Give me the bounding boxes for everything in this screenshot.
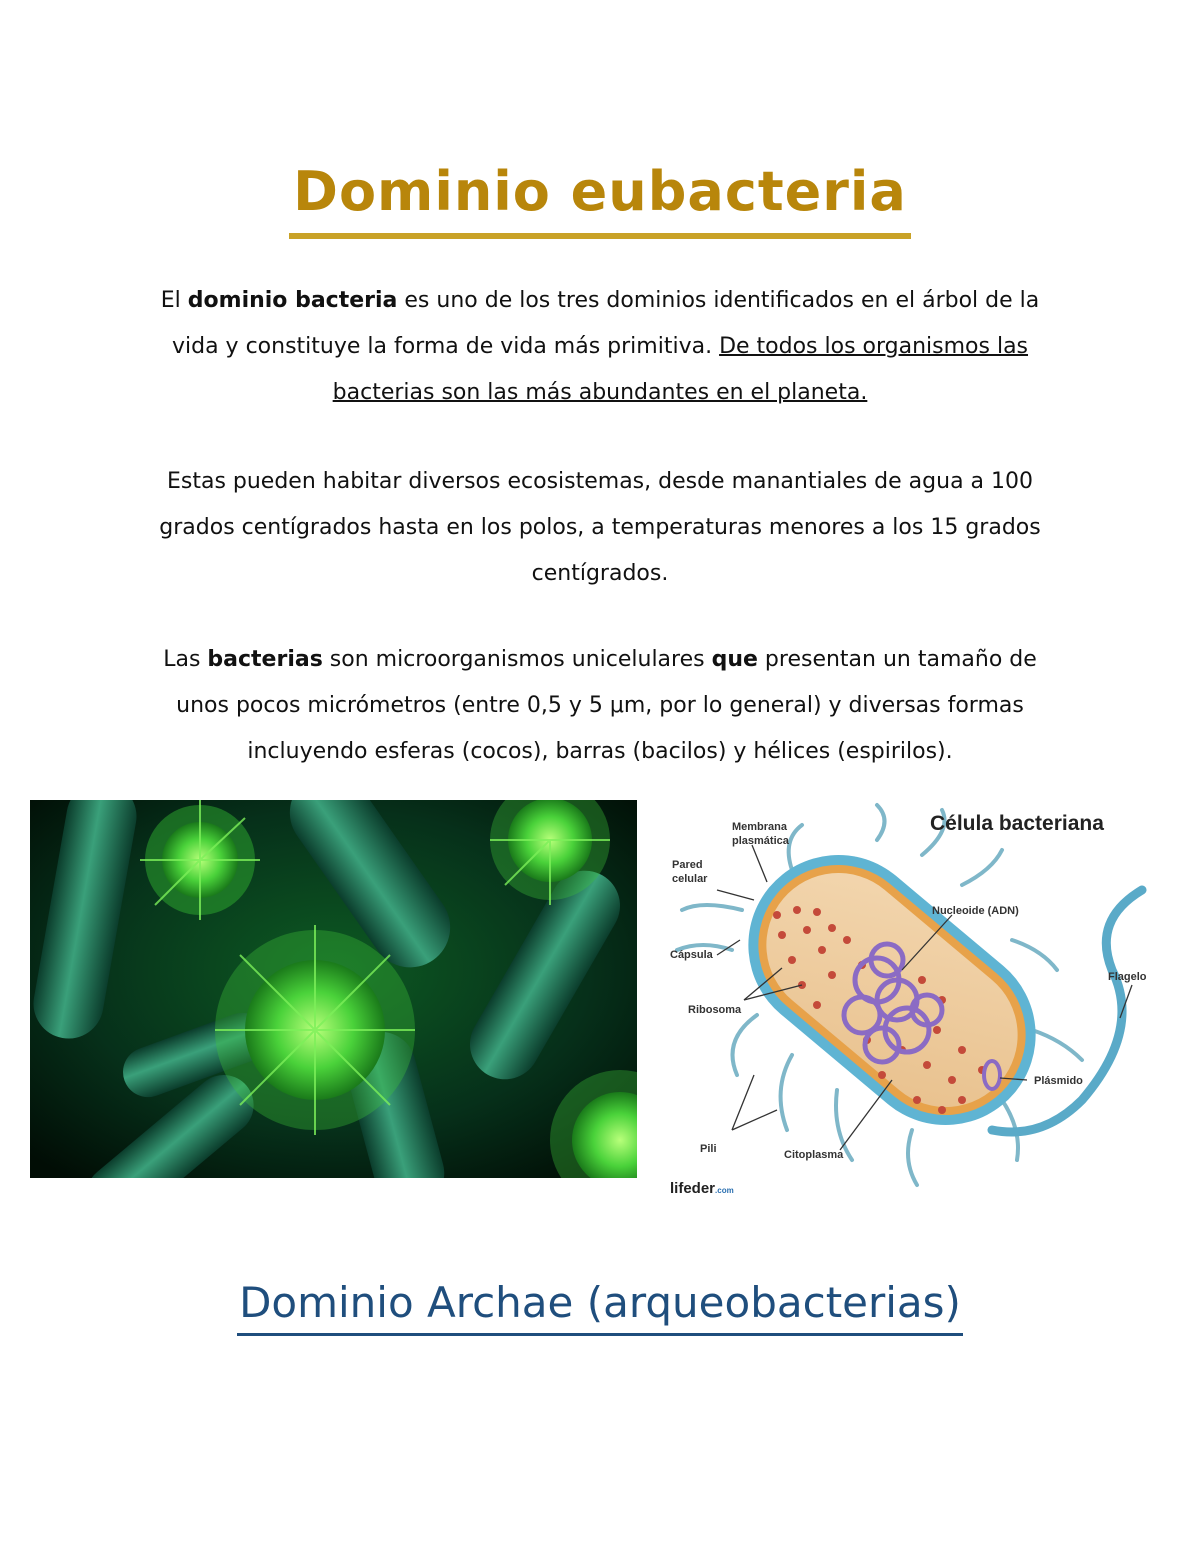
label-membrana-line2: plasmática (732, 835, 789, 847)
logo-suffix: .com (715, 1186, 734, 1195)
label-membrana-line1: Membrana (732, 821, 788, 833)
label-capsula: Cápsula (670, 949, 713, 961)
bacterial-cell-diagram (662, 800, 1172, 1220)
bacteria-photo (30, 800, 637, 1178)
bacteria-illustration (30, 800, 637, 1178)
section-title-archae (0, 1278, 1200, 1336)
label-pared-line2: celular (672, 873, 708, 885)
label-pili: Pili (700, 1143, 717, 1155)
label-nucleoide: Nucleoide (ADN) (932, 905, 1019, 917)
p3-text-c: son microorganismos unicelulares (322, 647, 712, 672)
section-title-text: Dominio Archae (arqueobacterias) (237, 1278, 963, 1336)
lifeder-logo (670, 1180, 734, 1197)
label-pared (672, 858, 707, 886)
p3-bold-que: que (711, 647, 758, 672)
diagram-title: Célula bacteriana (930, 812, 1104, 835)
page-title (0, 160, 1200, 239)
title-text: Dominio eubacteria (289, 160, 911, 239)
p3-bold-bacterias: bacterias (207, 647, 323, 672)
p3-text-e: presentan un tamaño de unos pocos micrómetros (entre 0,5 y 5 μm, por lo general) y diversas formas incluyendo esferas (cocos), barras (bacilos) y hélices (espirilos). (176, 647, 1037, 764)
label-ribosoma: Ribosoma (688, 1004, 742, 1016)
logo-text: lifeder (670, 1180, 716, 1197)
p1-underlined: De todos los organismos las bacterias son las más abundantes en el planeta. (332, 334, 1029, 405)
intro-paragraph (150, 278, 1050, 416)
label-pared-line1: Pared (672, 859, 703, 871)
p1-bold-term: dominio bacteria (187, 288, 398, 313)
label-flagelo: Flagelo (1108, 971, 1147, 983)
size-paragraph (150, 637, 1050, 775)
habitat-paragraph: Estas pueden habitar diversos ecosistemas, desde manantiales de agua a 100 grados centígrados hasta en los polos, a temperaturas menores a los 15 grados centígrados. (159, 469, 1041, 586)
label-citoplasma: Citoplasma (784, 1149, 844, 1161)
p3-text-a: Las (163, 647, 208, 672)
label-plasmido: Plásmido (1034, 1075, 1083, 1087)
label-membrana (732, 820, 789, 848)
p1-text-c: es uno de los tres dominios identificados en el árbol de la vida y constituye la forma de vida más primitiva. (171, 288, 1040, 359)
p1-text-a: El (160, 288, 188, 313)
